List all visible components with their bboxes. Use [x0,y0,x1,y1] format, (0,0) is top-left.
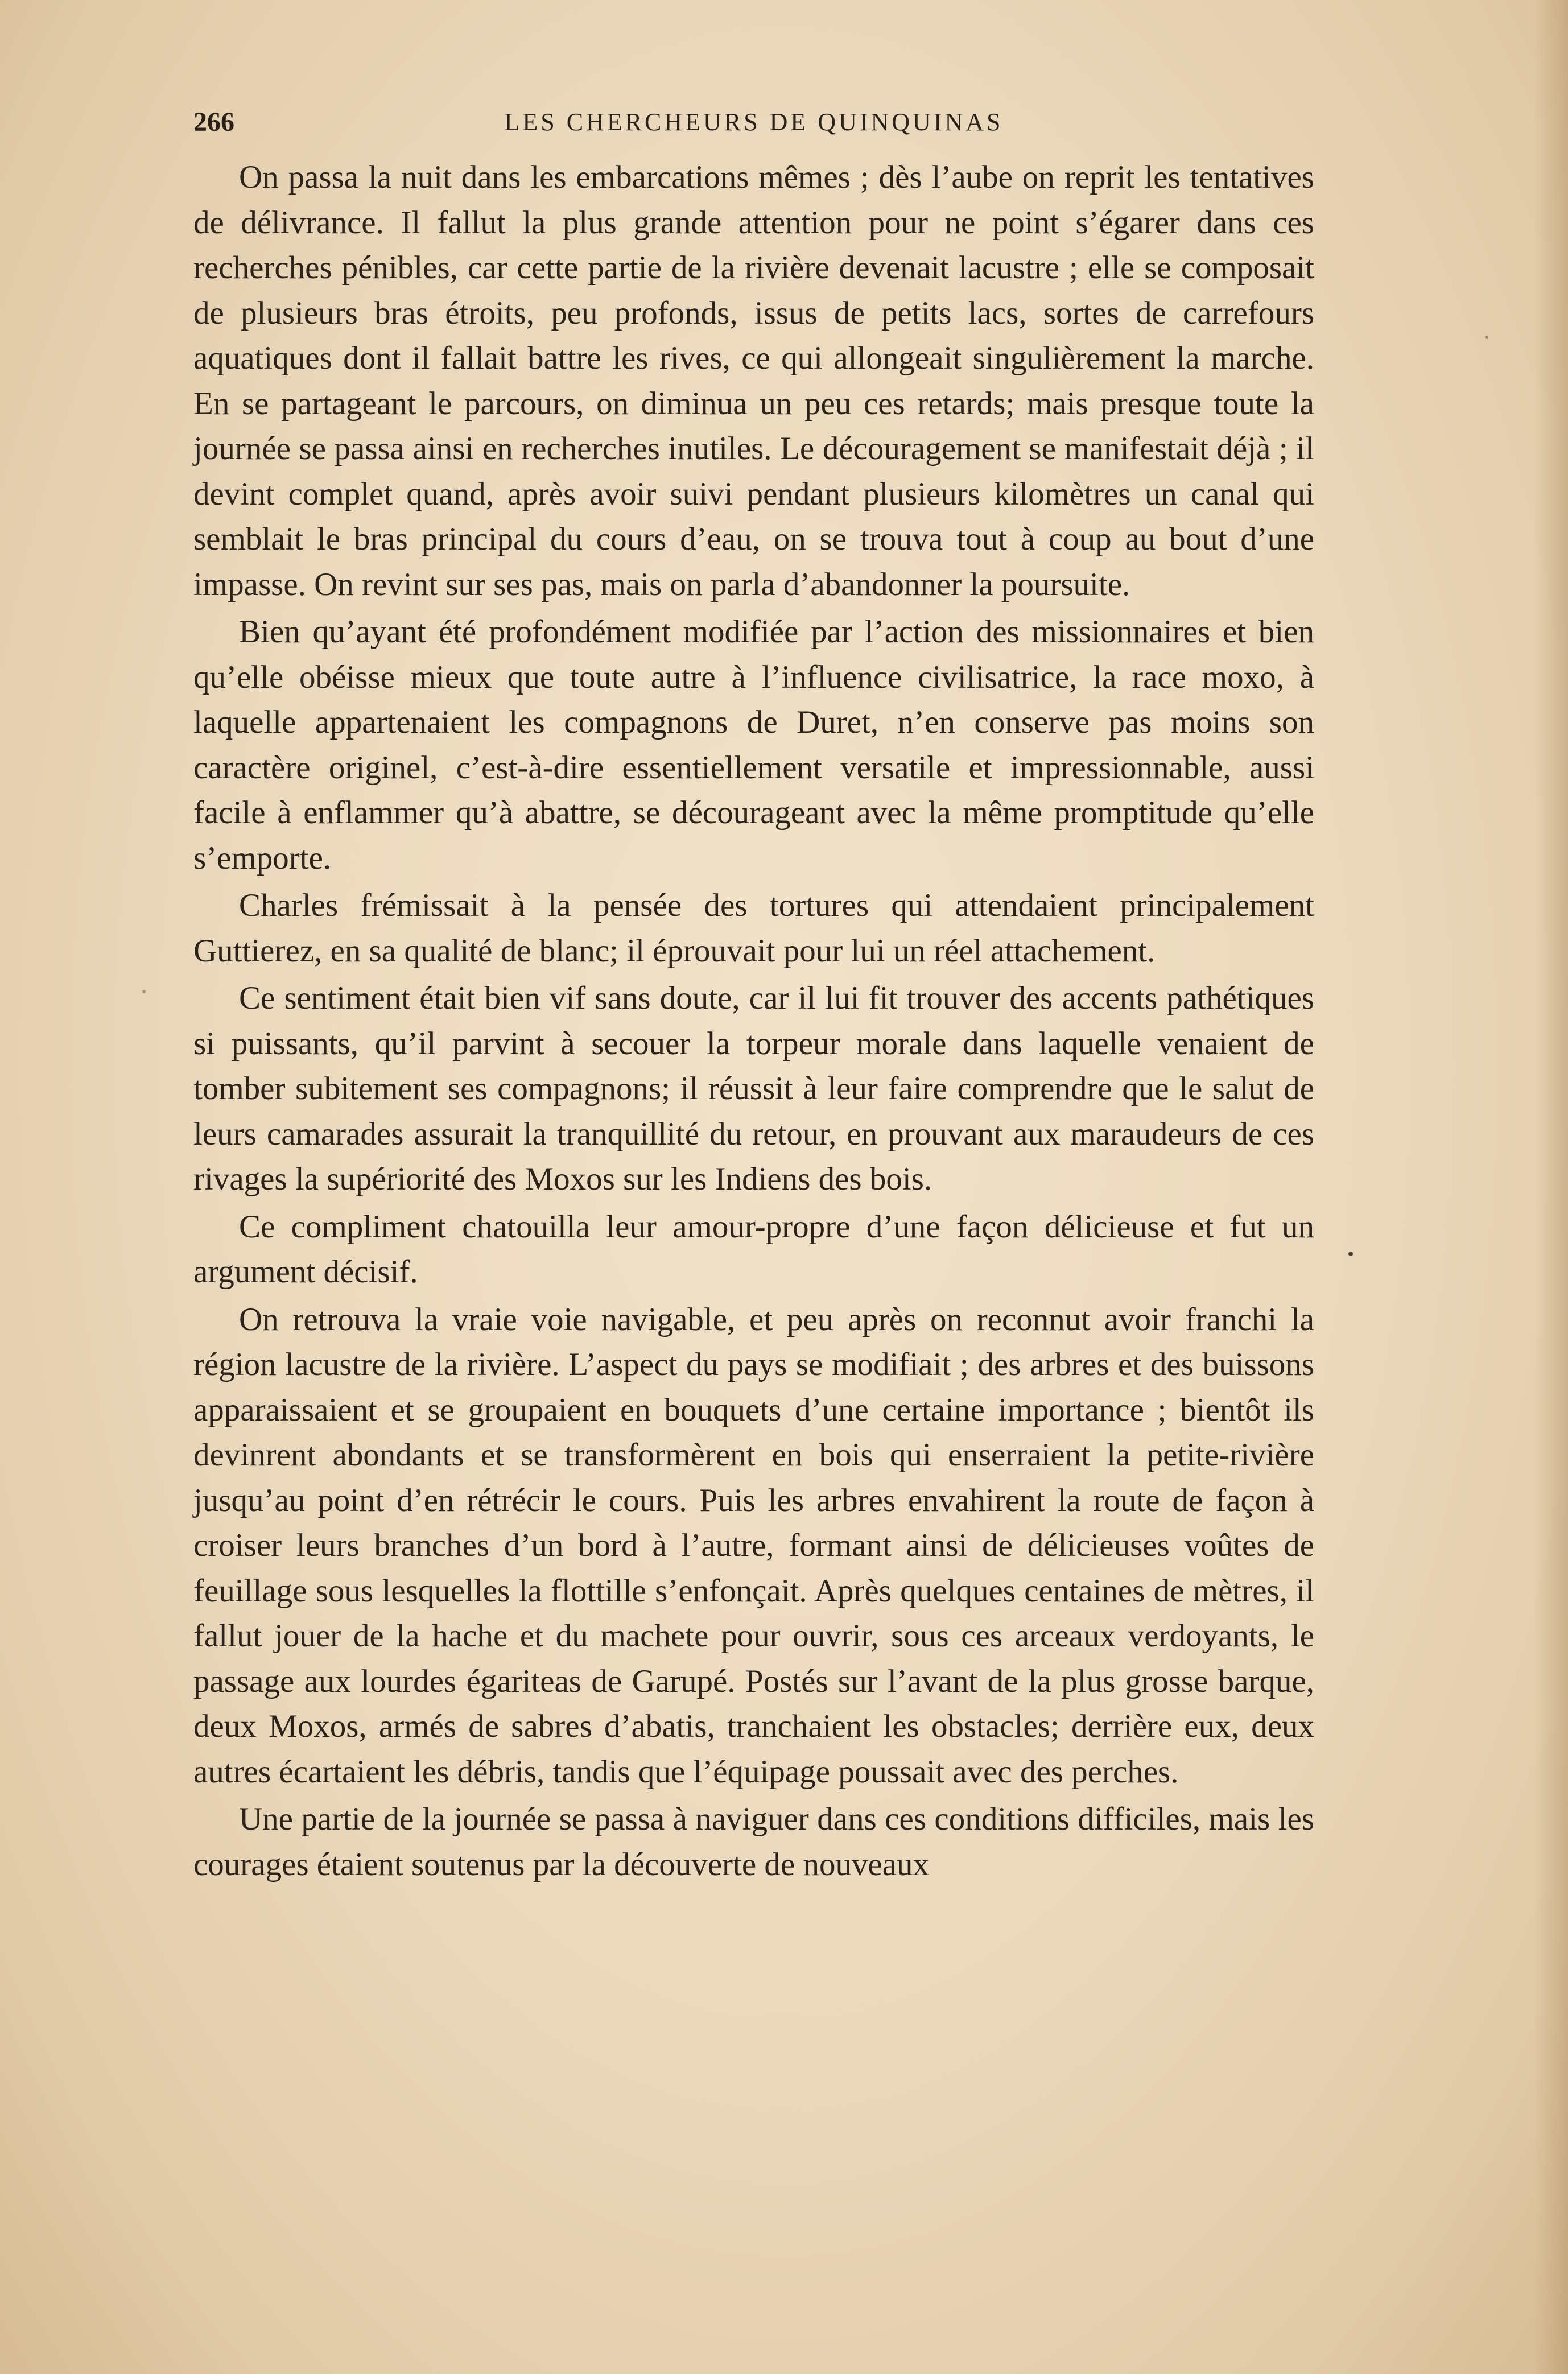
running-title: LES CHERCHEURS DE QUINQUINAS [504,108,1004,136]
paragraph: Ce compliment chatouilla leur amour-propre d’une façon délicieuse et fut un argument décisif. [193,1208,1314,1290]
paragraph: On passa la nuit dans les embarcations mêmes ; dès l’aube on reprit les tentatives de délivrance. Il fallut la plus grande attention pour ne point s’égarer dans ces recherches pénibles, car cette partie de la rivière devenait lacustre ; elle se composait de plusieurs bras étroits, peu profonds, issus de petits lacs, sortes de carrefours aquatiques dont il fallait battre les rives, ce qui allongeait singulièrement la marche. En se partageant le parcours, on diminua un peu ces retards; mais presque toute la journée se passa ainsi en recherches inutiles. Le découragement se manifestait déjà ; il devint complet quand, après avoir suivi pendant plusieurs kilomètres un canal qui semblait le bras principal du cours d’eau, on se trouva tout à coup au bout d’une impasse. On revint sur ses pas, mais on parla d’abandonner la poursuite. [193,159,1314,602]
paragraph: Une partie de la journée se passa à naviguer dans ces conditions difficiles, mais les courages étaient soutenus par la découverte de nouveaux [193,1801,1314,1882]
page-header [193,102,1314,142]
paragraph: Ce sentiment était bien vif sans doute, car il lui fit trouver des accents pathétiques si puissants, qu’il parvint à secouer la torpeur morale dans laquelle venaient de tomber subitement ses compagnons; il réussit à leur faire comprendre que le salut de leurs camarades assurait la tranquillité du retour, en prouvant aux maraudeurs de ces rivages la supériorité des Moxos sur les Indiens des bois. [193,980,1314,1197]
paper-speck [1348,1252,1353,1256]
page-number: 266 [193,107,234,137]
body-text [193,155,1314,1887]
page-edge-shadow [1534,0,1568,2374]
paragraph: Charles frémissait à la pensée des tortures qui attendaient principalement Guttierez, en sa qualité de blanc; il éprouvait pour lui un réel attachement. [193,887,1314,969]
paragraph: On retrouva la vraie voie navigable, et peu après on reconnut avoir franchi la région lacustre de la rivière. L’aspect du pays se modifiait ; des arbres et des buissons apparaissaient et se groupaient en bouquets d’une certaine importance ; bientôt ils devinrent abondants et se transformèrent en bois qui enserraient la petite-rivière jusqu’au point d’en rétrécir le cours. Puis les arbres envahirent la route de façon à croiser leurs branches d’un bord à l’autre, formant ainsi de délicieuses voûtes de feuillage sous lesquelles la flottille s’enfonçait. Après quelques centaines de mètres, il fallut jouer de la hache et du machete pour ouvrir, sous ces arceaux verdoyants, le passage aux lourdes égariteas de Garupé. Postés sur l’avant de la plus grosse barque, deux Moxos, armés de sabres d’abatis, tranchaient les obstacles; derrière eux, deux autres écartaient les débris, tandis que l’équipage poussait avec des perches. [193,1301,1314,1790]
paper-speck [1485,336,1488,339]
paper-speck [142,990,146,993]
paragraph: Bien qu’ayant été profondément modifiée par l’action des missionnaires et bien qu’elle obéisse mieux que toute autre à l’influence civilisatrice, la race moxo, à laquelle appartenaient les compagnons de Duret, n’en conserve pas moins son caractère originel, c’est-à-dire essentiellement versatile et impressionnable, aussi facile à enflammer qu’à abattre, se décourageant avec la même promptitude qu’elle s’emporte. [193,614,1314,876]
